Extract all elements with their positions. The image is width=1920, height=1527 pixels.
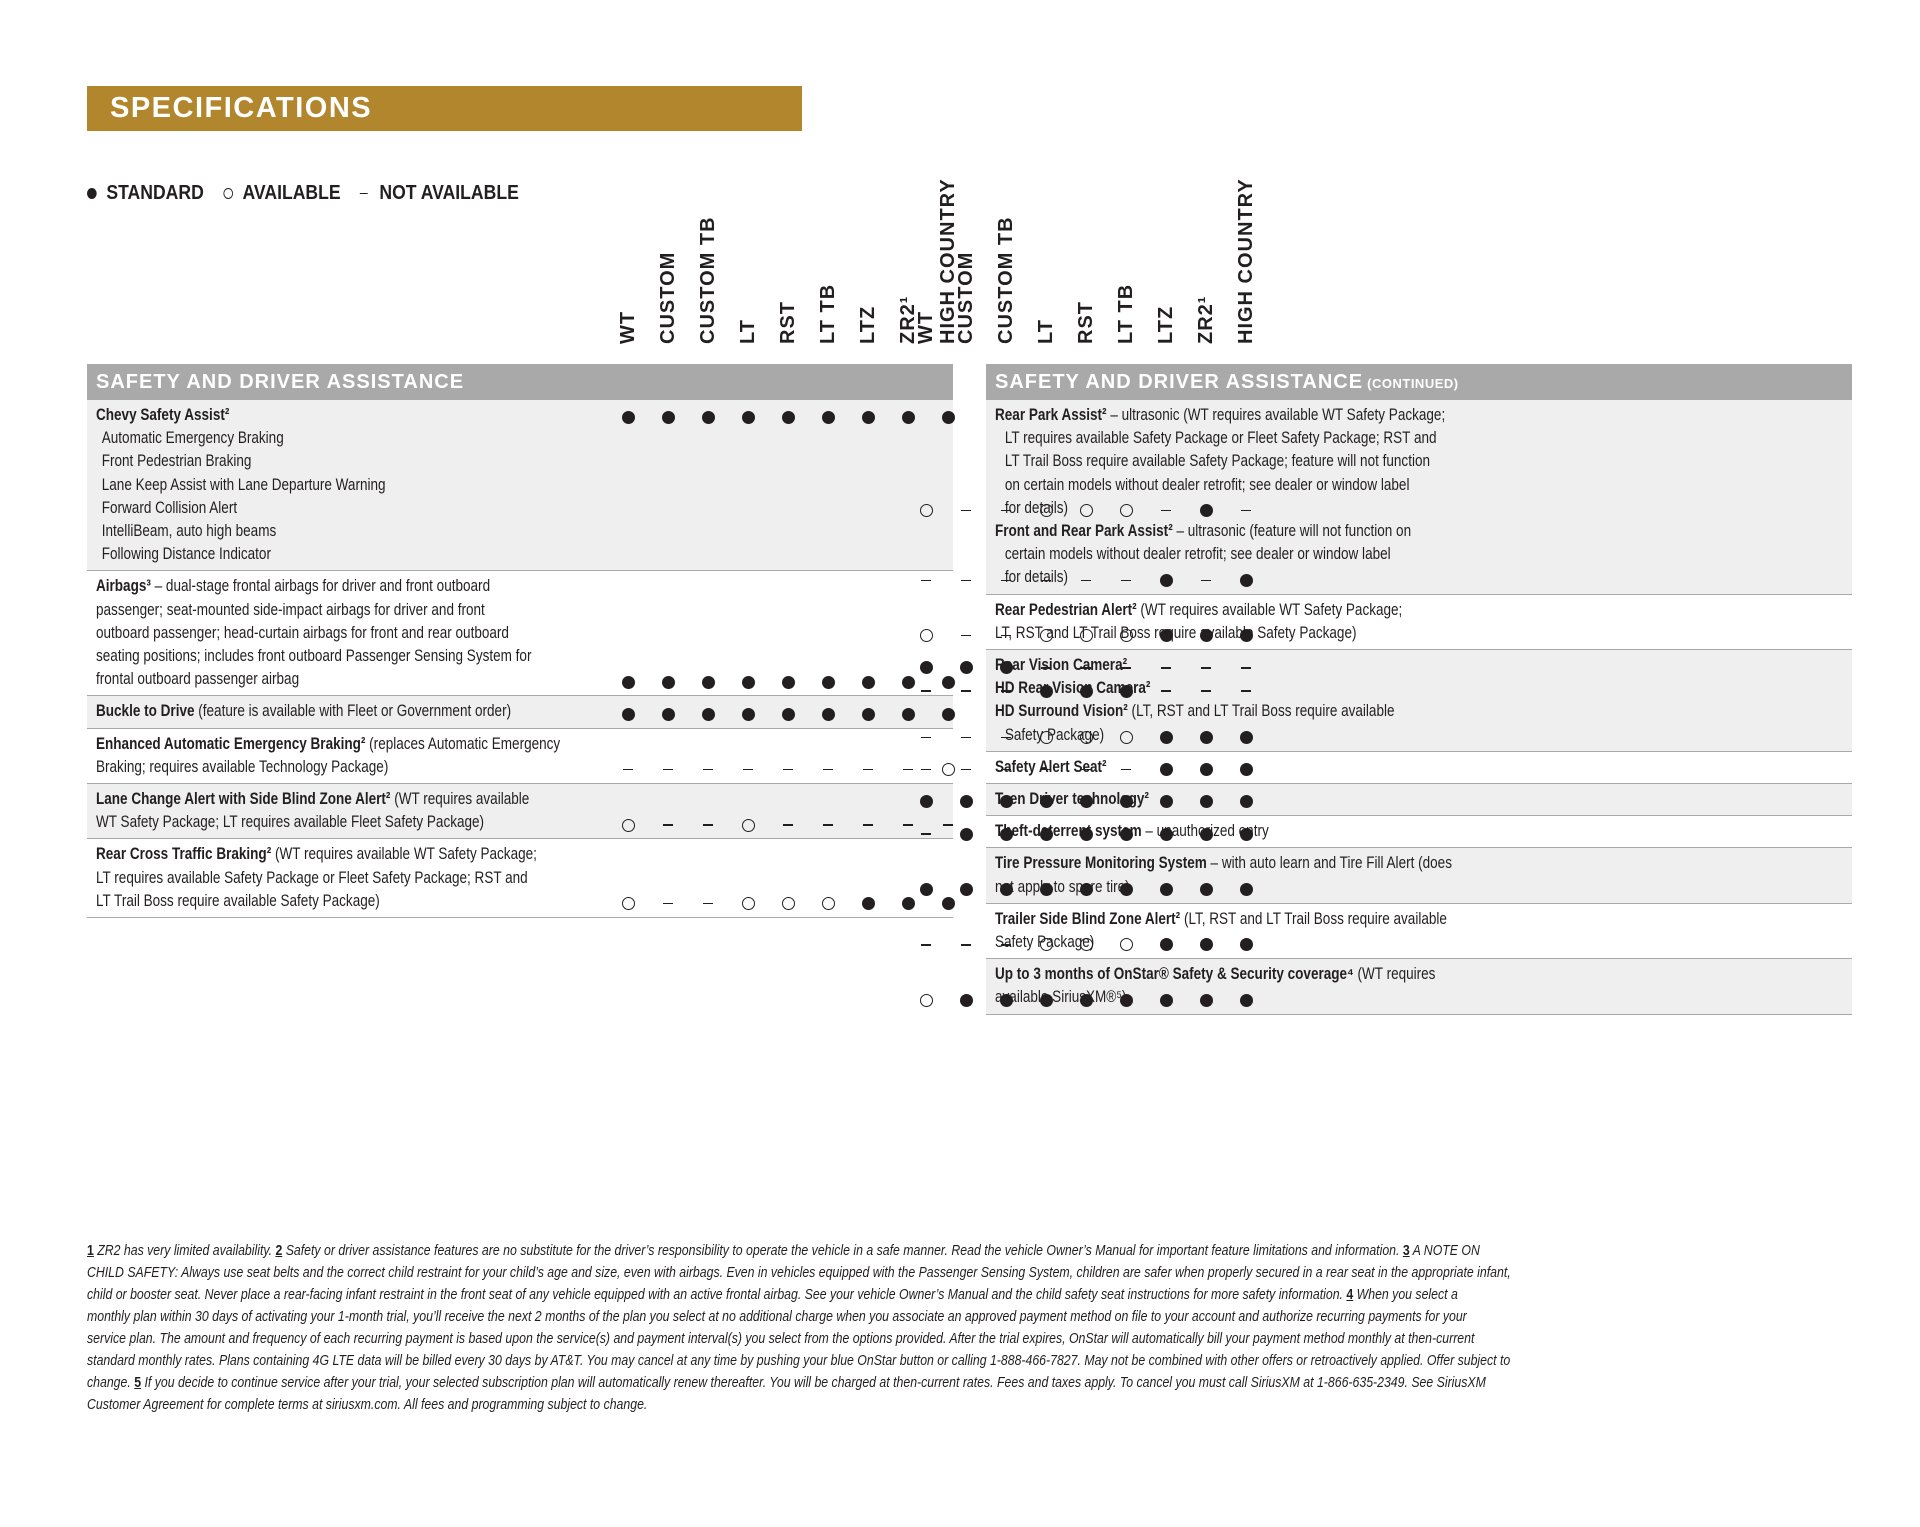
standard-dot-icon [986,792,1026,810]
feature-title: Rear Cross Traffic Braking² (WT requires available WT Safety Package; [96,845,537,864]
not-available-dash-icon [986,727,1026,745]
feature-row [87,696,953,728]
available-circle-icon [728,815,768,833]
not-available-dash-icon [848,815,888,833]
standard-dot-icon [648,408,688,426]
feature-title: Front and Rear Park Assist² – ultrasonic (feature will not function on [995,522,1412,541]
standard-dot-icon [1226,625,1266,643]
not-available-dash-icon [986,759,1026,777]
not-available-dash-icon [1026,759,1066,777]
feature-detail: outboard passenger; head-curtain airbags for front and rear outboard [96,623,509,642]
column-header-wt: WT [617,310,639,344]
not-available-dash-icon [808,815,848,833]
not-available-dash-icon [648,815,688,833]
feature-row [986,752,1852,784]
not-available-dash-icon [1226,658,1266,676]
column-header-zr2: ZR2¹ [897,295,919,344]
available-circle-icon [1106,500,1146,518]
not-available-dash-icon [1146,681,1186,699]
not-available-dash-icon [768,759,808,777]
not-available-dash-icon [728,759,768,777]
footnote-line: CHILD SAFETY: Always use seat belts and the correct child restraint for your child’s age and size, even with airbags. Even in vehicles equipped with the Passenger Sensing System, children are safer when properly secured in a rear seat in the appropriate infant, [87,1264,1511,1281]
feature-description [96,843,588,913]
feature-description [995,404,1487,590]
feature-detail: available SiriusXM®⁵) [995,988,1127,1007]
not-available-dash-icon [986,935,1026,953]
feature-title: Lane Change Alert with Side Blind Zone Alert² (WT requires available [96,789,530,808]
footnotes [87,1240,1847,1416]
standard-dot-icon [1226,792,1266,810]
not-available-dash-icon [986,681,1026,699]
standard-dot-icon [888,408,928,426]
standard-dot-icon [906,792,946,810]
not-available-dash-icon [808,759,848,777]
standard-dot-icon [986,990,1026,1008]
feature-title: HD Surround Vision² (LT, RST and LT Trail Boss require available [995,702,1395,721]
feature-row [87,729,953,784]
standard-dot-icon [1066,990,1106,1008]
column-header-wt: WT [915,310,937,344]
standard-dot-icon [1146,759,1186,777]
feature-title: HD Rear Vision Camera² [995,679,1151,698]
not-available-dash-icon [946,625,986,643]
not-available-dash-icon [906,935,946,953]
not-available-dash-icon [906,759,946,777]
feature-description [96,404,588,566]
column-header-ltz: LTZ [857,305,879,344]
column-header-lt-tb: LT TB [817,283,839,344]
available-circle-icon [1106,625,1146,643]
standard-dot-icon [1106,792,1146,810]
standard-dot-icon [848,893,888,911]
feature-detail: Automatic Emergency Braking [101,429,284,448]
feature-title: Enhanced Automatic Emergency Braking² (replaces Automatic Emergency [96,734,561,753]
column-header-rst: RST [1075,301,1097,344]
not-available-dash-icon [1146,500,1186,518]
footnote-line: change. 5 If you decide to continue service after your trial, your selected subscription plan will automatically renew thereafter. You will be charged at then-current rates. Fees and taxes apply. To cancel you must call SiriusXM at 1-866-635-2349. See SiriusXM [87,1374,1486,1391]
legend-label: STANDARD [106,182,204,204]
footnote-number: 5 [134,1374,142,1391]
feature-title: Rear Vision Camera² [995,655,1128,674]
not-available-dash-icon [1106,759,1146,777]
footnote-number: 3 [1402,1242,1410,1259]
not-available-dash-icon [1226,681,1266,699]
standard-dot-icon [986,879,1026,897]
not-available-dash-icon [1106,570,1146,588]
standard-dot-icon [1026,879,1066,897]
column-header-custom-tb: CUSTOM TB [697,216,719,344]
standard-dot-icon [1186,759,1226,777]
standard-dot-icon [1226,990,1266,1008]
not-available-dash-icon [1146,658,1186,676]
column-header-high-country: HIGH COUNTRY [1235,178,1257,344]
not-available-dash-icon [906,681,946,699]
standard-dot-icon [688,672,728,690]
standard-dot-icon [728,672,768,690]
standard-dot-icon [1146,727,1186,745]
standard-dot-icon [848,672,888,690]
available-circle-icon [728,893,768,911]
column-header-custom: CUSTOM [955,251,977,344]
feature-row [986,784,1852,816]
specifications-banner: SPECIFICATIONS [87,86,802,131]
column-header-custom: CUSTOM [657,251,679,344]
feature-description [96,700,588,723]
available-circle-icon [1106,935,1146,953]
footnote-line: child or booster seat. Never place a rear-facing infant restraint in the front seat of any vehicle equipped with an active frontal airbag. See your vehicle Owner’s Manual and the child safety seat instructions for more safety information. 4 When you select a [87,1286,1458,1303]
standard-dot-icon [1066,681,1106,699]
standard-dot-icon [946,879,986,897]
feature-title: Airbags³ – dual-stage frontal airbags for driver and front outboard [96,577,491,596]
feature-row [87,784,953,839]
standard-dot-icon [928,408,968,426]
not-available-dash-icon [1066,570,1106,588]
not-available-dash-icon [648,759,688,777]
standard-dot-icon [1066,824,1106,842]
standard-dot-icon [1146,625,1186,643]
standard-dot-icon [1226,759,1266,777]
feature-detail: WT Safety Package; LT requires available Fleet Safety Package) [96,813,485,832]
standard-dot-icon [1146,824,1186,842]
feature-row [986,400,1852,595]
footnote-number: 2 [275,1242,283,1259]
available-circle-icon [768,893,808,911]
not-available-dash-icon [946,727,986,745]
feature-title: Teen Driver technology² [995,789,1149,808]
standard-dot-icon [728,408,768,426]
feature-rows [87,400,953,918]
not-available-dash-icon [1186,681,1226,699]
standard-dot-icon [848,408,888,426]
feature-detail: on certain models without dealer retrofit; see dealer or window label [1004,475,1410,494]
feature-rows [986,400,1852,1015]
footnote-line: Customer Agreement for complete terms at siriusxm.com. All fees and programming subject to change. [87,1396,648,1413]
feature-title: Theft-deterrent system – unauthorized entry [995,822,1269,841]
available-circle-icon [906,625,946,643]
not-available-dash-icon [986,500,1026,518]
feature-detail: not apply to spare tire) [995,877,1130,896]
not-available-dash-icon [1106,658,1146,676]
feature-row [87,400,953,571]
feature-detail: LT, RST and LT Trail Boss require available Safety Package) [995,623,1357,642]
feature-detail: frontal outboard passenger airbag [96,670,300,689]
standard-dot-icon [1146,792,1186,810]
not-available-dash-icon [688,815,728,833]
standard-dot-icon [1066,792,1106,810]
available-circle-icon [906,990,946,1008]
standard-dot-icon [1106,990,1146,1008]
standard-dot-icon [608,408,648,426]
available-circle-icon [1026,727,1066,745]
section-header: SAFETY AND DRIVER ASSISTANCE [87,364,953,400]
standard-dot-icon [1106,879,1146,897]
legend-label: AVAILABLE [242,182,341,204]
not-available-dash-icon [1066,658,1106,676]
standard-dot-icon [1186,727,1226,745]
feature-detail: LT Trail Boss require available Safety Package) [96,891,380,910]
not-available-dash-icon [986,570,1026,588]
column-header-custom-tb: CUSTOM TB [995,216,1017,344]
column-header-lt-tb: LT TB [1115,283,1137,344]
feature-detail: LT Trail Boss require available Safety Package; feature will not function [1004,452,1431,471]
standard-dot-icon [1186,500,1226,518]
not-available-dash-icon [946,681,986,699]
feature-row [87,571,953,696]
not-available-dash-icon [986,625,1026,643]
available-circle-icon [608,815,648,833]
standard-dot-icon [1106,824,1146,842]
not-available-dash-icon [1186,658,1226,676]
available-circle-icon [1026,500,1066,518]
standard-dot-icon [946,792,986,810]
available-circle-icon [608,893,648,911]
feature-detail: IntelliBeam, auto high beams [101,522,277,541]
not-available-dash-icon [946,935,986,953]
not-available-dash-icon [768,815,808,833]
standard-dot-icon [1186,824,1226,842]
not-available-dash-icon [1066,759,1106,777]
standard-dot-icon [1186,935,1226,953]
continued-note: (CONTINUED) [1363,376,1459,391]
standard-dot-icon [728,704,768,722]
not-available-dash-icon [848,759,888,777]
standard-dot-icon [848,704,888,722]
available-circle-icon [808,893,848,911]
feature-row [986,595,1852,650]
feature-detail: certain models without dealer retrofit; see dealer or window label [1004,545,1391,564]
not-available-dash-icon [906,727,946,745]
feature-row [986,904,1852,959]
footnote-line: monthly plan within 30 days of activating your 1-month trial, you’ll receive the next 2 months of the plan you select at no additional charge when you associate an approved payment method on file to your account and authorize recurring payments for your [87,1308,1467,1325]
feature-description [96,788,588,834]
standard-dot-icon [946,990,986,1008]
not-available-dash-icon [946,570,986,588]
standard-dot-icon [1226,935,1266,953]
feature-row [986,816,1852,848]
standard-dot-icon [768,704,808,722]
not-available-dash-icon [608,759,648,777]
standard-dot-icon [688,704,728,722]
standard-dot-icon [688,408,728,426]
standard-dot-icon [768,672,808,690]
available-circle-icon [1066,935,1106,953]
standard-dot-icon [648,672,688,690]
standard-dot-icon [1146,990,1186,1008]
footnote-number: 4 [1346,1286,1354,1303]
footnote-number: 1 [87,1242,94,1259]
standard-dot-icon [946,824,986,842]
standard-dot-icon [928,704,968,722]
not-available-dash-icon [648,893,688,911]
feature-row [986,959,1852,1014]
standard-dot-icon [1186,990,1226,1008]
feature-detail: for details) [1004,498,1069,517]
column-header-high-country: HIGH COUNTRY [937,178,959,344]
not-available-dash-icon [906,824,946,842]
feature-detail: Lane Keep Assist with Lane Departure Warning [101,475,386,494]
standard-dot-icon [1026,792,1066,810]
standard-dot-icon [1026,990,1066,1008]
feature-title: Up to 3 months of OnStar® Safety & Security coverage⁴ (WT requires [995,965,1436,984]
standard-dot-icon [1226,727,1266,745]
column-headers [915,178,1852,364]
standard-dot-icon [1026,681,1066,699]
feature-description [96,733,588,779]
standard-dot-icon [768,408,808,426]
standard-dot-icon [808,408,848,426]
not-available-dash-icon [688,893,728,911]
standard-dot-icon [986,658,1026,676]
feature-detail: Safety Package) [995,932,1095,951]
not-available-dash-icon [906,570,946,588]
available-circle-icon [1066,727,1106,745]
feature-detail: Following Distance Indicator [101,545,271,564]
footnote-line: service plan. The amount and frequency of each recurring payment is based upon the service(s) and payment interval(s) you select from the options provided. After the trial expires, OnStar will automatically bill your payment method monthly at then-current [87,1330,1475,1347]
feature-title: Buckle to Drive (feature is available with Fleet or Government order) [96,702,512,721]
standard-dot-icon [808,704,848,722]
feature-row [87,839,953,918]
feature-row [986,848,1852,903]
standard-dot-icon [888,704,928,722]
feature-title: Rear Park Assist² – ultrasonic (WT requires available WT Safety Package; [995,406,1446,424]
standard-dot-icon [608,672,648,690]
not-available-dash-icon [1226,500,1266,518]
not-available-dash-icon [946,500,986,518]
standard-dot-icon [1146,879,1186,897]
feature-detail: Front Pedestrian Braking [101,452,252,471]
available-circle-icon [1106,727,1146,745]
available-circle-icon [1026,625,1066,643]
standard-dot-icon [1226,824,1266,842]
column-header-rst: RST [777,301,799,344]
legend-label: NOT AVAILABLE [379,182,519,204]
standard-dot-icon [1186,625,1226,643]
feature-title: Rear Pedestrian Alert² (WT requires available WT Safety Package; [995,600,1403,619]
not-available-dash-icon [688,759,728,777]
not-available-dash-icon [1026,658,1066,676]
feature-title: Safety Alert Seat² [995,757,1107,776]
standard-dot-icon [906,879,946,897]
available-circle-icon [1026,935,1066,953]
standard-dot-icon [1146,570,1186,588]
footnote-line: standard monthly rates. Plans containing 4G LTE data will be billed every 30 days by AT&T. You may cancel at any time by pushing your blue OnStar button or calling 1-888-466-7827. May not be combined with other offers or retroactively applied. Offer subject to [87,1352,1511,1369]
standard-dot-icon [1186,792,1226,810]
standard-dot-icon [1226,570,1266,588]
standard-dot-icon [986,824,1026,842]
standard-dot-icon [946,658,986,676]
feature-row [986,650,1852,752]
not-available-dash-icon [946,759,986,777]
standard-dot-icon [906,658,946,676]
feature-detail: Braking; requires available Technology Package) [96,757,389,776]
feature-detail: Forward Collision Alert [101,498,238,517]
available-circle-icon [906,500,946,518]
feature-description [96,575,588,691]
feature-title: Tire Pressure Monitoring System – with auto learn and Tire Fill Alert (does [995,854,1452,873]
standard-dot-icon [1066,879,1106,897]
feature-detail: Safety Package) [1004,725,1105,744]
standard-dot-icon [808,672,848,690]
feature-detail: LT requires available Safety Package or Fleet Safety Package; RST and [96,868,528,887]
section-header: SAFETY AND DRIVER ASSISTANCE (CONTINUED) [986,364,1852,400]
standard-dot-icon [1226,879,1266,897]
feature-detail: seating positions; includes front outboard Passenger Sensing System for [96,647,532,665]
column-header-lt: LT [1035,319,1057,344]
not-available-dash-icon [1186,570,1226,588]
standard-dot-icon [1106,681,1146,699]
feature-title: Chevy Safety Assist² [96,406,230,424]
standard-dot-icon [608,704,648,722]
feature-detail: LT requires available Safety Package or Fleet Safety Package; RST and [1004,429,1437,448]
available-circle-icon [1066,500,1106,518]
not-available-dash-icon [1026,570,1066,588]
feature-detail: for details) [1004,568,1069,587]
standard-dot-icon [1146,935,1186,953]
standard-dot-icon [648,704,688,722]
feature-title: Trailer Side Blind Zone Alert² (LT, RST and LT Trail Boss require available [995,909,1447,928]
column-header-zr2: ZR2¹ [1195,295,1217,344]
column-header-lt: LT [737,319,759,344]
feature-detail: passenger; seat-mounted side-impact airbags for driver and front [96,600,485,619]
standard-dot-icon [1026,824,1066,842]
standard-dot-icon [1186,879,1226,897]
footnote-line: 1 ZR2 has very limited availability. 2 Safety or driver assistance features are no substitute for the driver’s responsibility to operate the vehicle in a safe manner. Read the vehicle Owner’s Manual for important feature limitations and information. 3 A NOTE ON [87,1242,1480,1259]
available-circle-icon [1066,625,1106,643]
column-header-ltz: LTZ [1155,305,1177,344]
